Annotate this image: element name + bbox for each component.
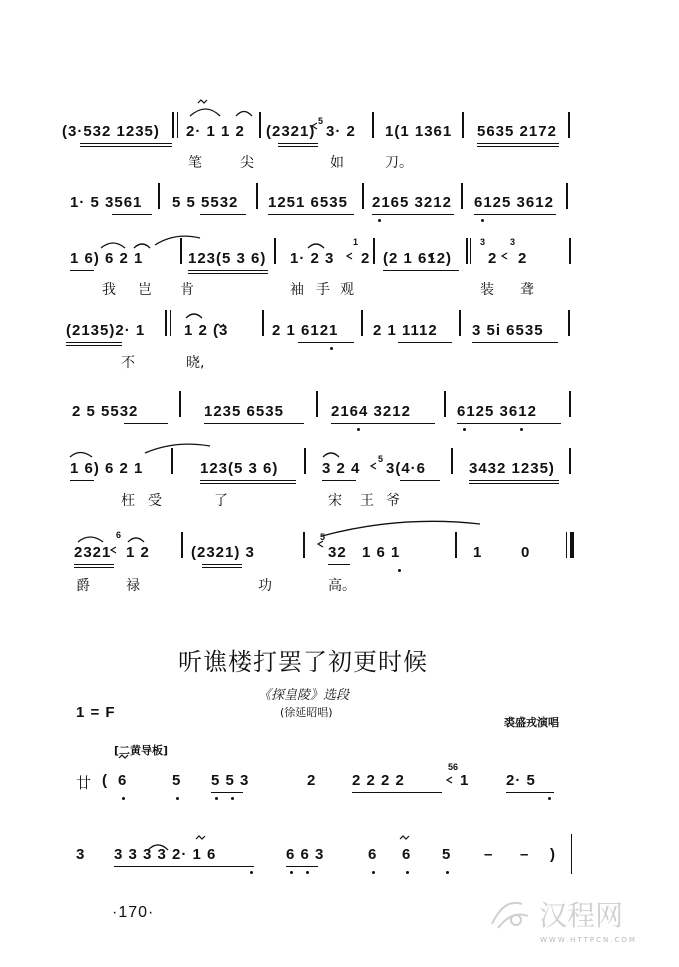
- score-segment: 5635 2172: [477, 123, 557, 140]
- score-segment: 1 2: [126, 544, 150, 561]
- score-segment: 3 5i 6535: [472, 322, 544, 339]
- underline: [211, 792, 243, 793]
- octave-dot: [357, 428, 360, 431]
- barline: [158, 183, 160, 209]
- lyric: 岂: [138, 282, 152, 298]
- octave-dot: [250, 871, 253, 874]
- underline: [469, 483, 559, 484]
- lyric: 如: [330, 155, 344, 171]
- barline: [170, 310, 171, 336]
- underline: [383, 270, 459, 271]
- score-segment: 2165 3212: [372, 194, 452, 211]
- underline: [477, 146, 559, 147]
- barline: [569, 448, 571, 474]
- score-segment: (3·532 1235): [62, 123, 160, 140]
- underline: [70, 480, 94, 481]
- page-number: ·170·: [112, 904, 155, 921]
- underline: [400, 480, 440, 481]
- score-note: 5 5 3: [211, 772, 250, 789]
- score-segment: 2164 3212: [331, 403, 411, 420]
- lyric: 我: [102, 282, 116, 298]
- score-segment: (2 1 612): [383, 250, 453, 267]
- octave-dot: [520, 428, 523, 431]
- underline: [278, 146, 318, 147]
- barline: [461, 183, 463, 209]
- barline-dashed: [571, 834, 572, 874]
- underline: [474, 214, 556, 215]
- score-segment: 1 6 1: [362, 544, 401, 561]
- underline: [200, 480, 296, 481]
- watermark: [486, 894, 623, 934]
- score-note: 6: [118, 772, 128, 789]
- score-segment: 1 2 (3: [184, 322, 229, 339]
- score-segment: 1 6) 6 2 1: [70, 250, 144, 267]
- grace-note: 3: [480, 237, 486, 247]
- score-note: 廿: [76, 775, 93, 792]
- score-note: 5: [172, 772, 182, 789]
- score-segment: 2 1 6121: [272, 322, 339, 339]
- lyric: 观: [340, 282, 354, 298]
- underline: [202, 564, 242, 565]
- barline: [172, 112, 174, 138]
- score-note: –: [484, 846, 494, 863]
- octave-dot: [446, 871, 449, 874]
- score-segment: 123(5 3 6): [200, 460, 279, 477]
- underline: [372, 214, 454, 215]
- barline: [179, 391, 181, 417]
- barline: [171, 448, 173, 474]
- underline: [70, 270, 94, 271]
- lyric: 装: [480, 282, 494, 298]
- score-segment: 1251 6535: [268, 194, 348, 211]
- score-note: 3: [76, 846, 86, 863]
- underline: [188, 273, 268, 274]
- barline: [274, 238, 276, 264]
- octave-dot: [330, 347, 333, 350]
- score-note: 2: [307, 772, 317, 789]
- underline: [80, 143, 172, 144]
- score-segment: 123(5 3 6): [188, 250, 267, 267]
- score-segment: 2321: [74, 544, 112, 561]
- performer-credit: 裘盛戎演唱: [504, 716, 559, 729]
- lyric: 刀。: [385, 155, 413, 171]
- barline: [177, 112, 178, 138]
- lyric: 笔: [188, 155, 202, 171]
- lyric: 了: [214, 493, 228, 509]
- lyric: 爵: [76, 578, 90, 594]
- score-note: 6: [402, 846, 412, 863]
- song-subtitle: 《探皇陵》选段: [258, 688, 350, 703]
- grace-note: 5: [320, 532, 326, 542]
- barline: [455, 532, 457, 558]
- barline: [362, 183, 364, 209]
- barline: [569, 238, 571, 264]
- score-segment: 5 5 5532: [172, 194, 239, 211]
- octave-dot: [406, 871, 409, 874]
- octave-dot: [176, 797, 179, 800]
- score-segment: 6125 3612: [457, 403, 537, 420]
- underline: [457, 423, 561, 424]
- watermark-logo-icon: [486, 894, 534, 934]
- barline: [372, 112, 374, 138]
- lyric: 晓,: [186, 355, 205, 371]
- lyric: 宋: [328, 493, 342, 509]
- octave-dot: [378, 219, 381, 222]
- octave-dot: [548, 797, 551, 800]
- score-segment: 1 6) 6 2 1: [70, 460, 144, 477]
- barline: [361, 310, 363, 336]
- underline: [352, 792, 442, 793]
- underline: [114, 866, 254, 867]
- barline: [462, 112, 464, 138]
- score-segment: 2 1 1112: [373, 322, 438, 339]
- final-barline: [570, 532, 574, 558]
- underline: [80, 146, 172, 147]
- lyric: 聋: [520, 282, 534, 298]
- barline: [316, 391, 318, 417]
- underline: [278, 143, 318, 144]
- barline: [180, 238, 182, 264]
- score-note: 2 2 2 2: [352, 772, 405, 789]
- barline: [568, 310, 570, 336]
- score-segment: 1(1 1361: [385, 123, 453, 140]
- underline: [322, 480, 356, 481]
- lyric: 枉: [121, 493, 135, 509]
- lyric: 高。: [328, 578, 356, 594]
- barline: [459, 310, 461, 336]
- underline: [112, 214, 152, 215]
- underline: [472, 342, 558, 343]
- watermark-text: 汉程网: [539, 899, 624, 932]
- barline: [256, 183, 258, 209]
- score-note: 6 6 3: [286, 846, 325, 863]
- lyric: 不: [121, 355, 135, 371]
- score-segment: (2135)2· 1: [66, 322, 146, 339]
- underline: [74, 567, 114, 568]
- underline: [188, 270, 268, 271]
- octave-dot: [122, 797, 125, 800]
- score-note: ): [550, 846, 556, 863]
- underline: [268, 214, 354, 215]
- lyric: 肯: [180, 282, 194, 298]
- lyric: 禄: [126, 578, 140, 594]
- barline: [165, 310, 167, 336]
- score-note: –: [520, 846, 530, 863]
- section-label: [二黄导板]: [114, 744, 169, 757]
- underline: [331, 423, 435, 424]
- underline: [506, 792, 554, 793]
- score-note: (: [102, 772, 108, 789]
- underline: [66, 345, 122, 346]
- underline: [298, 342, 354, 343]
- underline: [200, 483, 296, 484]
- score-segment: 3· 2: [326, 123, 356, 140]
- underline: [200, 214, 246, 215]
- grace-note: 5: [378, 454, 384, 464]
- lyric: 手: [316, 282, 330, 298]
- grace-note: 5: [318, 116, 324, 126]
- lyric: 爷: [386, 493, 400, 509]
- lyric: 受: [148, 493, 162, 509]
- octave-dot: [215, 797, 218, 800]
- octave-dot: [290, 871, 293, 874]
- score-note: 1: [460, 772, 470, 789]
- barline: [470, 238, 471, 264]
- score-segment: 3 2 4: [322, 460, 361, 477]
- underline: [202, 567, 242, 568]
- octave-dot: [481, 219, 484, 222]
- underline: [286, 866, 318, 867]
- score-segment: 32: [328, 544, 347, 561]
- underline: [398, 342, 452, 343]
- score-segment: (2321): [266, 123, 316, 140]
- score-segment: 1· 2 3: [290, 250, 335, 267]
- lyric: 王: [360, 493, 374, 509]
- barline: [259, 112, 261, 138]
- lyric: 尖: [240, 155, 254, 171]
- watermark-url: WWW.HTTPCN.COM: [540, 936, 637, 944]
- score-segment: 2: [361, 250, 371, 267]
- score-segment: 3(4·6: [386, 460, 427, 477]
- grace-note: 1: [353, 237, 359, 247]
- score-segment: 1: [473, 544, 483, 561]
- grace-note: 3: [510, 237, 516, 247]
- barline: [262, 310, 264, 336]
- barline: [373, 238, 375, 264]
- score-segment: 0: [521, 544, 531, 561]
- song-title: 听谯楼打罢了初更时候: [178, 648, 428, 676]
- barline: [304, 448, 306, 474]
- final-barline: [566, 532, 567, 558]
- score-segment: 6125 3612: [474, 194, 554, 211]
- score-note: 5: [442, 846, 452, 863]
- score-segment: 1· 5 3561: [70, 194, 143, 211]
- key-signature: 1 = F: [76, 704, 116, 721]
- score-note: 3 3 3 3 2· 1 6: [114, 846, 217, 863]
- barline: [466, 238, 468, 264]
- barline: [568, 112, 570, 138]
- score-segment: 2 5 5532: [72, 403, 139, 420]
- underline: [477, 143, 559, 144]
- barline: [303, 532, 305, 558]
- octave-dot: [372, 871, 375, 874]
- score-segment: 2: [488, 250, 498, 267]
- score-segment: 3432 1235): [469, 460, 555, 477]
- singer-note: (徐延昭唱): [280, 706, 333, 719]
- octave-dot: [231, 797, 234, 800]
- octave-dot: [306, 871, 309, 874]
- underline: [124, 423, 168, 424]
- underline: [204, 423, 304, 424]
- octave-dot: [463, 428, 466, 431]
- score-segment: 1235 6535: [204, 403, 284, 420]
- score-segment: 2· 1 1 2: [186, 123, 245, 140]
- barline: [181, 532, 183, 558]
- score-segment: (2321) 3: [191, 544, 255, 561]
- underline: [469, 480, 559, 481]
- lyric: 功: [258, 578, 272, 594]
- score-note: 2· 5: [506, 772, 536, 789]
- underline: [66, 342, 122, 343]
- underline: [328, 564, 350, 565]
- grace-note: 6: [116, 530, 122, 540]
- score-segment: 2: [518, 250, 528, 267]
- lyric: 袖: [290, 282, 304, 298]
- octave-dot: [398, 569, 401, 572]
- barline: [566, 183, 568, 209]
- grace-note: 56: [448, 762, 459, 772]
- barline: [451, 448, 453, 474]
- barline: [569, 391, 571, 417]
- underline: [74, 564, 114, 565]
- barline: [444, 391, 446, 417]
- score-note: 6: [368, 846, 378, 863]
